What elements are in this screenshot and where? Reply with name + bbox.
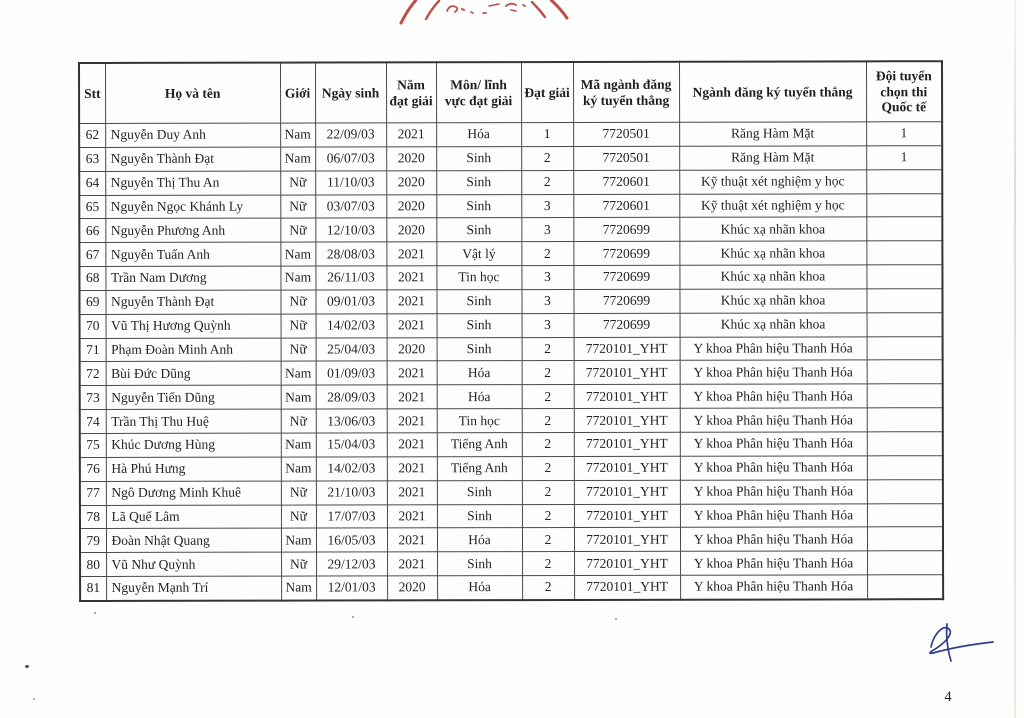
- table-cell: Nguyễn Thị Thu An: [105, 171, 280, 195]
- table-cell: 01/09/03: [316, 361, 387, 385]
- table-cell: Nữ: [281, 505, 316, 529]
- table-cell: 1: [866, 122, 942, 146]
- table-cell: 7720101_YHT: [574, 551, 680, 575]
- table-cell: [866, 265, 942, 289]
- table-cell: 7720101_YHT: [574, 528, 680, 552]
- table-cell: 21/10/03: [316, 481, 387, 505]
- table-cell: Sinh: [436, 218, 521, 242]
- table-cell: Hóa: [437, 528, 522, 552]
- table-cell: 2021: [386, 266, 436, 290]
- table-cell: 2021: [387, 504, 437, 528]
- column-header-gender: Giới: [280, 63, 315, 124]
- table-cell: 2020: [386, 194, 436, 218]
- table-cell: Nguyễn Tiến Dũng: [106, 385, 281, 409]
- table-cell: [866, 289, 942, 313]
- table-cell: Khúc xạ nhãn khoa: [679, 265, 866, 289]
- table-cell: 68: [79, 267, 105, 291]
- table-cell: Nữ: [280, 171, 315, 195]
- table-cell: Nữ: [281, 481, 316, 505]
- table-cell: 2: [522, 409, 574, 433]
- table-cell: 25/04/03: [316, 337, 387, 361]
- table-cell: Hóa: [436, 123, 521, 147]
- table-cell: Nam: [281, 433, 316, 457]
- table-cell: 2: [522, 504, 574, 528]
- table-cell: Nam: [281, 385, 316, 409]
- table-cell: 14/02/03: [316, 314, 387, 338]
- page-number: 4: [944, 689, 952, 705]
- table-cell: 2021: [387, 385, 437, 409]
- table-cell: Bùi Đức Dũng: [106, 362, 281, 386]
- table-cell: 63: [79, 147, 105, 171]
- table-row: [80, 551, 943, 577]
- table-cell: 2: [522, 456, 574, 480]
- table-row: [80, 575, 943, 601]
- table-row: [80, 408, 943, 434]
- table-cell: 2020: [387, 576, 437, 600]
- table-cell: Sinh: [437, 337, 522, 361]
- table-cell: 75: [80, 433, 106, 457]
- scan-speck: [615, 618, 617, 620]
- table-cell: 2: [521, 146, 573, 170]
- table-cell: [867, 432, 943, 456]
- table-cell: Khúc xạ nhãn khoa: [679, 289, 866, 313]
- table-cell: 2: [522, 385, 574, 409]
- table-cell: Kỹ thuật xét nghiệm y học: [679, 170, 866, 194]
- table-cell: 2020: [386, 218, 436, 242]
- table-cell: 74: [80, 410, 106, 434]
- table-cell: 16/05/03: [316, 528, 387, 552]
- table-cell: Tiếng Anh: [437, 433, 522, 457]
- table-cell: 2021: [386, 290, 436, 314]
- table-cell: 2: [521, 242, 573, 266]
- table-cell: 12/10/03: [315, 218, 386, 242]
- table-cell: [867, 384, 943, 408]
- table-cell: 2021: [387, 457, 437, 481]
- table-header: [79, 61, 942, 123]
- column-header-stt: Stt: [79, 63, 105, 124]
- table-cell: 3: [521, 266, 573, 290]
- table-cell: 7720101_YHT: [574, 337, 680, 361]
- table-cell: [866, 169, 942, 193]
- table-cell: Nguyễn Ngọc Khánh Ly: [105, 195, 280, 219]
- table-cell: Vật lý: [436, 242, 521, 266]
- table-cell: 2021: [386, 242, 436, 266]
- table-cell: Răng Hàm Mặt: [679, 122, 866, 146]
- table-cell: 12/01/03: [316, 576, 387, 600]
- table-cell: 2: [522, 337, 574, 361]
- table-cell: 7720101_YHT: [574, 432, 680, 456]
- table-cell: Y khoa Phân hiệu Thanh Hóa: [680, 336, 867, 360]
- column-header-major-code: Mã ngành đăng ký tuyển thẳng: [573, 62, 679, 123]
- table-cell: 2020: [387, 337, 437, 361]
- table-cell: Y khoa Phân hiệu Thanh Hóa: [680, 432, 867, 456]
- table-body: [79, 122, 943, 601]
- table-cell: Nguyễn Tuấn Anh: [105, 242, 280, 266]
- table-cell: 17/07/03: [316, 504, 387, 528]
- column-header-national-team: Đội tuyển chọn thi Quốc tế: [866, 61, 942, 122]
- scan-speck: [352, 616, 354, 618]
- red-stamp-icon: [395, 0, 580, 27]
- table-cell: Y khoa Phân hiệu Thanh Hóa: [680, 456, 867, 480]
- table-cell: Tiếng Anh: [437, 456, 522, 480]
- table-row: [79, 289, 942, 315]
- table-cell: [866, 241, 942, 265]
- table-cell: Sinh: [436, 194, 521, 218]
- table-cell: Hóa: [437, 576, 522, 601]
- table-cell: [867, 336, 943, 360]
- table-cell: 7720101_YHT: [574, 408, 680, 432]
- table-cell: 81: [80, 576, 106, 600]
- table-cell: Nguyễn Thành Đạt: [105, 290, 280, 314]
- table-cell: Sinh: [436, 170, 521, 194]
- table-cell: 66: [79, 219, 105, 243]
- table-cell: 1: [866, 146, 942, 170]
- table-row: [80, 384, 943, 410]
- table-cell: 7720601: [573, 194, 679, 218]
- table-cell: 3: [521, 289, 573, 313]
- table-cell: Nữ: [280, 218, 315, 242]
- table-cell: Sinh: [437, 313, 522, 337]
- table-cell: 06/07/03: [315, 147, 386, 171]
- table-cell: 70: [80, 314, 106, 338]
- table-cell: Vũ Thị Hương Quỳnh: [106, 314, 281, 338]
- table-cell: Y khoa Phân hiệu Thanh Hóa: [680, 480, 867, 504]
- table-cell: 62: [79, 123, 105, 147]
- table-cell: Khúc xạ nhãn khoa: [679, 241, 866, 265]
- table-cell: Kỹ thuật xét nghiệm y học: [679, 193, 866, 217]
- table-row: [79, 146, 942, 172]
- table-cell: Vũ Như Quỳnh: [106, 552, 281, 576]
- table-cell: 7720699: [574, 313, 680, 337]
- table-cell: Y khoa Phân hiệu Thanh Hóa: [680, 384, 867, 408]
- table-cell: Hóa: [437, 361, 522, 385]
- table-cell: 7720101_YHT: [574, 361, 680, 385]
- table-cell: Tin học: [436, 266, 521, 290]
- table-cell: 2: [522, 432, 574, 456]
- table-cell: Nguyễn Thành Đạt: [105, 147, 280, 171]
- table-cell: 79: [80, 529, 106, 553]
- table-cell: Y khoa Phân hiệu Thanh Hóa: [680, 360, 867, 384]
- table-cell: Nam: [281, 528, 316, 552]
- table-cell: Nguyễn Phương Anh: [105, 218, 280, 242]
- table-cell: 2021: [387, 313, 437, 337]
- scan-edge-artifact: [1014, 0, 1016, 718]
- table-cell: 7720699: [573, 265, 679, 289]
- table-cell: Hà Phú Hưng: [106, 457, 281, 481]
- table-cell: [867, 312, 943, 336]
- table-cell: Nữ: [280, 290, 315, 314]
- table-row: [80, 432, 943, 458]
- table-cell: [867, 408, 943, 432]
- table-cell: 7720101_YHT: [574, 480, 680, 504]
- table-cell: Tin học: [437, 409, 522, 433]
- table-cell: 2021: [387, 552, 437, 576]
- table-cell: Sinh: [436, 289, 521, 313]
- table-cell: 80: [80, 553, 106, 577]
- table-cell: 7720699: [573, 289, 679, 313]
- table-cell: 2: [522, 575, 574, 599]
- scan-speck: [33, 698, 35, 700]
- table-cell: 2: [522, 528, 574, 552]
- table-cell: Nữ: [281, 552, 316, 576]
- table-cell: Y khoa Phân hiệu Thanh Hóa: [680, 527, 867, 551]
- table-cell: 72: [80, 362, 106, 386]
- column-header-major-name: Ngành đăng ký tuyển thẳng: [679, 61, 866, 122]
- table-row: [79, 241, 942, 267]
- table-cell: Nam: [281, 457, 316, 481]
- column-header-name: Họ và tên: [105, 63, 280, 124]
- table-cell: Y khoa Phân hiệu Thanh Hóa: [680, 503, 867, 527]
- table-cell: 2021: [387, 433, 437, 457]
- table-cell: Nguyễn Mạnh Trí: [106, 576, 281, 601]
- table-cell: Phạm Đoàn Minh Anh: [106, 338, 281, 362]
- table-row: [80, 360, 943, 386]
- table-row: [80, 479, 943, 505]
- table-cell: 7720101_YHT: [574, 504, 680, 528]
- table-cell: 69: [79, 290, 105, 314]
- table-cell: Nữ: [281, 409, 316, 433]
- table-cell: 7720601: [573, 170, 679, 194]
- table-cell: 7720501: [573, 146, 679, 170]
- table-row: [80, 312, 943, 338]
- table-cell: Nữ: [281, 338, 316, 362]
- table-cell: Y khoa Phân hiệu Thanh Hóa: [680, 408, 867, 432]
- table-cell: 26/11/03: [315, 266, 386, 290]
- table-cell: 67: [79, 243, 105, 267]
- table-cell: 28/09/03: [316, 385, 387, 409]
- table-cell: Y khoa Phân hiệu Thanh Hóa: [680, 551, 867, 575]
- table-cell: [867, 479, 943, 503]
- table-row: [79, 265, 942, 291]
- table-cell: 2: [522, 361, 574, 385]
- table-cell: 3: [522, 313, 574, 337]
- table-cell: 7720699: [573, 218, 679, 242]
- table-cell: Ngô Dương Minh Khuê: [106, 481, 281, 505]
- table-cell: 1: [521, 122, 573, 146]
- table-row: [80, 503, 943, 529]
- table-cell: Sinh: [436, 146, 521, 170]
- table-cell: [866, 217, 942, 241]
- table-cell: 2: [522, 480, 574, 504]
- table-cell: 2021: [387, 480, 437, 504]
- table-cell: 28/08/03: [315, 242, 386, 266]
- table-cell: 77: [80, 481, 106, 505]
- table-cell: 3: [521, 218, 573, 242]
- signature-mark: [905, 613, 1005, 671]
- table-row: [79, 122, 942, 148]
- table-cell: Trần Thị Thu Huệ: [106, 409, 281, 433]
- table-cell: 78: [80, 505, 106, 529]
- table-cell: Nam: [280, 266, 315, 290]
- table-cell: [866, 193, 942, 217]
- table-cell: 64: [79, 171, 105, 195]
- table-cell: Nam: [281, 361, 316, 385]
- table-cell: Nữ: [281, 314, 316, 338]
- table-cell: 2020: [386, 170, 436, 194]
- table-cell: Sinh: [437, 552, 522, 576]
- table-cell: Nam: [280, 242, 315, 266]
- table-cell: 73: [80, 386, 106, 410]
- table-cell: [867, 551, 943, 575]
- table-cell: 2021: [387, 409, 437, 433]
- table-cell: Y khoa Phân hiệu Thanh Hóa: [680, 575, 867, 600]
- table-cell: 3: [521, 194, 573, 218]
- column-header-dob: Ngày sinh: [315, 62, 386, 123]
- table-cell: 29/12/03: [316, 552, 387, 576]
- table-cell: Nam: [281, 576, 316, 600]
- table-cell: 09/01/03: [315, 290, 386, 314]
- table-cell: 14/02/03: [316, 457, 387, 481]
- table-cell: 2021: [387, 528, 437, 552]
- scan-speck: [94, 612, 96, 614]
- table-cell: Khúc Dương Hùng: [106, 433, 281, 457]
- table-cell: Nguyễn Duy Anh: [105, 123, 280, 147]
- table-cell: Nam: [280, 147, 315, 171]
- table-cell: 76: [80, 457, 106, 481]
- column-header-subject: Môn/ lĩnh vực đạt giải: [436, 62, 521, 123]
- table-cell: 2021: [387, 361, 437, 385]
- table-row: [79, 193, 942, 219]
- table-cell: 2: [522, 552, 574, 576]
- table-cell: Đoàn Nhật Quang: [106, 528, 281, 552]
- table-cell: 2020: [386, 147, 436, 171]
- table-cell: [867, 527, 943, 551]
- table-cell: [867, 456, 943, 480]
- table-cell: 2021: [386, 123, 436, 147]
- table-cell: [867, 575, 943, 600]
- table-cell: 7720501: [573, 122, 679, 146]
- table-cell: Sinh: [437, 504, 522, 528]
- table-cell: 7720101_YHT: [574, 456, 680, 480]
- scan-speck: [25, 665, 29, 668]
- table-cell: Trần Nam Dương: [105, 266, 280, 290]
- table-row: [79, 217, 942, 243]
- table-cell: 7720699: [573, 241, 679, 265]
- table-cell: 7720101_YHT: [574, 385, 680, 409]
- table-cell: 22/09/03: [315, 123, 386, 147]
- table-cell: 03/07/03: [315, 194, 386, 218]
- column-header-prize: Đạt giải: [521, 62, 573, 123]
- table-cell: Răng Hàm Mặt: [679, 146, 866, 170]
- table-cell: Lã Quế Lâm: [106, 505, 281, 529]
- table-cell: Hóa: [437, 385, 522, 409]
- table-cell: 7720101_YHT: [574, 575, 680, 600]
- table-row: [80, 527, 943, 553]
- table-row: [80, 336, 943, 362]
- table-cell: 13/06/03: [316, 409, 387, 433]
- table-cell: Sinh: [437, 480, 522, 504]
- table-cell: Khúc xạ nhãn khoa: [680, 313, 867, 337]
- table-cell: 2: [521, 170, 573, 194]
- table-cell: 15/04/03: [316, 433, 387, 457]
- table-row: [79, 169, 942, 195]
- table-cell: 65: [79, 195, 105, 219]
- table-cell: Nam: [280, 123, 315, 147]
- table-cell: Khúc xạ nhãn khoa: [679, 217, 866, 241]
- table-cell: 11/10/03: [315, 171, 386, 195]
- column-header-award-year: Năm đạt giải: [386, 62, 436, 123]
- table-row: [80, 456, 943, 482]
- table-cell: 71: [80, 338, 106, 362]
- table-cell: [867, 360, 943, 384]
- table-cell: [867, 503, 943, 527]
- table-cell: Nữ: [280, 195, 315, 219]
- students-table: [78, 60, 944, 602]
